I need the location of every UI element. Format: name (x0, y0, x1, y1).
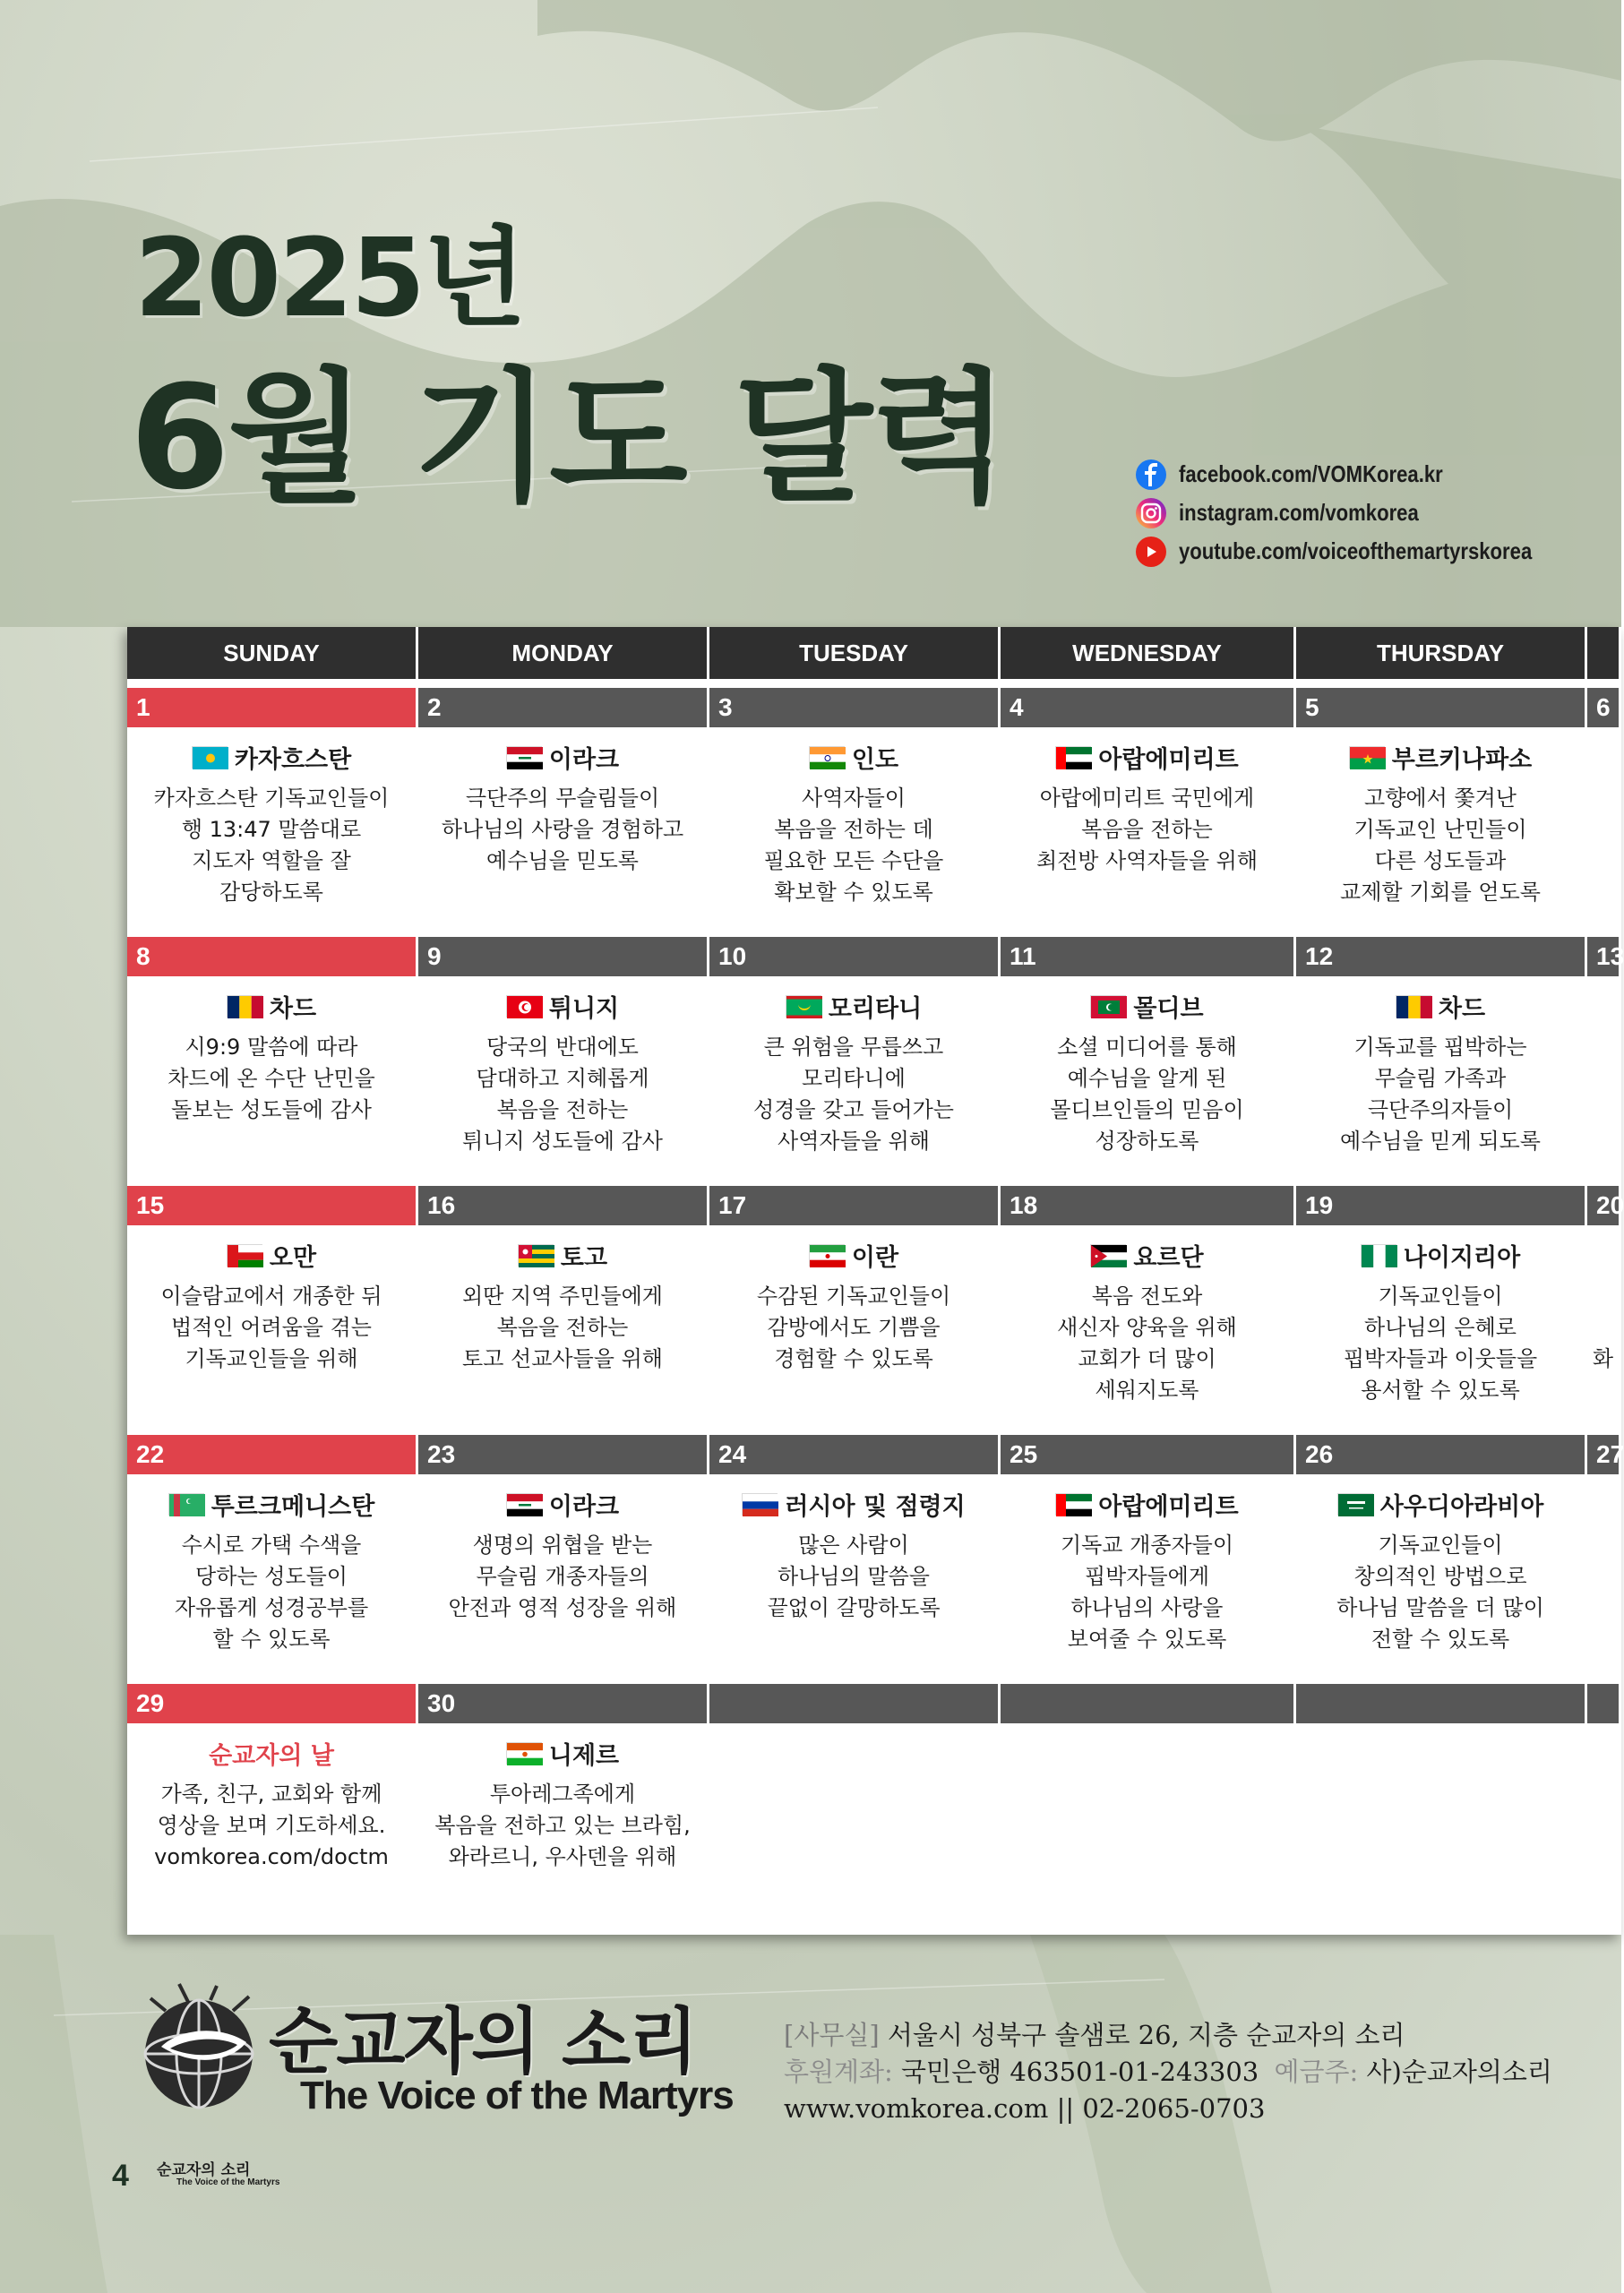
calendar-cell (709, 1177, 1001, 1426)
prayer-text: 카자흐스탄 기독교인들이 행 13:47 말씀대로 지도자 역할을 잘 감당하도록 (153, 786, 390, 905)
calendar-cell (1587, 1177, 1624, 1426)
country-name (709, 740, 998, 774)
social-text-facebook: facebook.com/VOMKorea.kr (1179, 460, 1443, 487)
country-label: 토고 (560, 1243, 608, 1272)
cell-content (418, 740, 707, 877)
cell-content (1296, 1487, 1585, 1655)
country-name (127, 1487, 416, 1521)
cell-content (1001, 1487, 1293, 1655)
calendar-header (127, 627, 1621, 679)
date-number: 18 (1001, 1186, 1293, 1225)
logo-sub-text: The Voice of the Martyrs (300, 2074, 734, 2117)
account-number: 국민은행 463501-01-243303 (901, 2057, 1259, 2087)
date-number: 29 (127, 1684, 416, 1723)
country-name (127, 740, 416, 774)
day-header-3: TUESDAY (709, 627, 1001, 679)
maldives-flag-icon (1090, 995, 1126, 1018)
footer-info (784, 2017, 1552, 2127)
country-label: 이라크 (548, 745, 620, 774)
prayer-text: 많은 사람이 하나님의 말씀을 끝없이 갈망하도록 (767, 1533, 941, 1620)
cell-content (709, 1238, 998, 1375)
globe-crown-icon (134, 1984, 269, 2118)
calendar-cell (1001, 928, 1296, 1177)
date-number: 16 (418, 1186, 707, 1225)
office-address: 서울시 성북구 솔샘로 26, 지층 순교자의 소리 (887, 2020, 1405, 2050)
date-number: 12 (1296, 937, 1585, 976)
date-number: 20 (1587, 1186, 1619, 1225)
chad-flag-icon (1396, 995, 1431, 1018)
cell-content (709, 740, 998, 908)
date-number (1587, 1684, 1619, 1723)
country-label: 몰디브 (1133, 994, 1204, 1023)
oman-flag-icon (227, 1244, 262, 1267)
prayer-text: 소셜 미디어를 통해 예수님을 알게 된 몰디브인들의 믿음이 성장하도록 (1050, 1035, 1244, 1154)
cell-content (1296, 1238, 1585, 1406)
cell-content (418, 1238, 707, 1375)
cell-content (1001, 740, 1293, 877)
calendar-week-3 (127, 1177, 1624, 1426)
calendar-cell (1587, 679, 1621, 928)
prayer-text: 기독교인들이 하나님의 은혜로 핍박자들과 이웃들을 용서할 수 있도록 (1343, 1284, 1538, 1403)
cell-content (1001, 989, 1293, 1157)
calendar-cell (1296, 1426, 1587, 1675)
date-number: 2 (418, 688, 707, 727)
title-main: 6월 기도 달력 (130, 354, 1008, 521)
social-text-youtube: youtube.com/voiceofthemartyrskorea (1179, 537, 1533, 564)
youtube-icon (1136, 537, 1166, 567)
date-number: 8 (127, 937, 416, 976)
prayer-text: 큰 위험을 무릅쓰고 모리타니에 성경을 갖고 들어가는 사역자들을 위해 (753, 1035, 954, 1154)
country-label: 사우디아라비아 (1379, 1492, 1544, 1521)
calendar-cell (418, 1426, 709, 1675)
prayer-text: 외딴 지역 주민들에게 복음을 전하는 토고 선교사들을 위해 (462, 1284, 663, 1371)
country-name (709, 1238, 998, 1272)
cell-content (127, 1238, 416, 1375)
logo-main-text: 순교자의 소리 (269, 2000, 697, 2083)
country-name (1296, 989, 1585, 1023)
calendar-cell (1296, 928, 1587, 1177)
day-header-2: MONDAY (418, 627, 709, 679)
social-link-instagram[interactable] (1136, 494, 1594, 532)
country-label: 모리타니 (828, 994, 923, 1023)
calendar-cell (418, 1177, 709, 1426)
calendar-cell (1296, 1177, 1587, 1426)
country-label: 오만 (269, 1243, 317, 1272)
india-flag-icon (809, 746, 845, 769)
date-number: 1 (127, 688, 416, 727)
uae-flag-icon (1055, 746, 1091, 769)
chad-flag-icon (227, 995, 262, 1018)
country-label: 러시아 및 점령지 (785, 1492, 966, 1521)
date-number: 27 (1587, 1435, 1619, 1474)
country-name (418, 989, 707, 1023)
calendar-cell (418, 928, 709, 1177)
date-number: 26 (1296, 1435, 1585, 1474)
prayer-text: 당국의 반대에도 담대하고 지혜롭게 복음을 전하는 튀니지 성도들에 감사 (462, 1035, 663, 1154)
country-name (1001, 1487, 1293, 1521)
calendar-cell (1296, 1675, 1587, 1924)
calendar-cell (1001, 1177, 1296, 1426)
country-label: 이란 (851, 1243, 899, 1272)
cell-content (1296, 989, 1585, 1157)
calendar-cell (1001, 1675, 1296, 1924)
calendar-cell (709, 928, 1001, 1177)
mauritania-flag-icon (786, 995, 821, 1018)
vom-logo (134, 1984, 734, 2118)
calendar-cell (127, 679, 418, 928)
calendar-cell (127, 1675, 418, 1924)
instagram-icon (1136, 498, 1166, 528)
jordan-flag-icon (1090, 1244, 1126, 1267)
date-number: 15 (127, 1186, 416, 1225)
calendar-cell (418, 1675, 709, 1924)
calendar-cell (709, 1675, 1001, 1924)
togo-flag-icon (518, 1244, 554, 1267)
mini-logo (157, 2157, 279, 2187)
calendar-cell (1587, 1675, 1621, 1924)
calendar-cell (1001, 1426, 1296, 1675)
mini-logo-text: 순교자의 소리 (157, 2161, 251, 2179)
date-number: 6 (1587, 688, 1619, 727)
country-name (709, 989, 998, 1023)
country-name (418, 1487, 707, 1521)
calendar-week-2 (127, 928, 1624, 1177)
niger-flag-icon (506, 1742, 542, 1765)
calendar-week-5 (127, 1675, 1621, 1924)
prayer-text: 생명의 위협을 받는 무슬림 개종자들의 안전과 영적 성장을 위해 (448, 1533, 677, 1620)
date-number: 13 (1587, 937, 1619, 976)
social-text-instagram: instagram.com/vomkorea (1179, 499, 1419, 526)
date-number: 22 (127, 1435, 416, 1474)
prayer-text: 투아레그족에게 복음을 전하고 있는 브라힘, 와라르니, 우사덴을 위해 (434, 1782, 691, 1869)
date-number: 19 (1296, 1186, 1585, 1225)
country-name (1296, 1487, 1585, 1521)
date-number: 10 (709, 937, 998, 976)
account-label: 후원계좌: (784, 2057, 893, 2087)
cell-content (418, 1487, 707, 1624)
prayer-text: 시9:9 말씀에 따라 차드에 온 수단 난민을 돌보는 성도들에 감사 (168, 1035, 375, 1122)
country-name (418, 1238, 707, 1272)
iraq-flag-icon (506, 1493, 542, 1516)
holder-name: 사)순교자의소리 (1366, 2057, 1552, 2087)
country-label: 차드 (1438, 994, 1486, 1023)
date-number: 23 (418, 1435, 707, 1474)
saudi-flag-icon (1337, 1493, 1373, 1516)
country-label: 부르키나파소 (1391, 745, 1533, 774)
country-label: 순교자의 날 (209, 1741, 334, 1770)
cell-content (1296, 740, 1585, 908)
calendar-cell (418, 679, 709, 928)
day-header-6 (1587, 627, 1621, 679)
cell-content (127, 740, 416, 908)
country-label: 카자흐스탄 (234, 745, 352, 774)
date-number: 5 (1296, 688, 1585, 727)
calendar-cell (1001, 679, 1296, 928)
prayer-text: 고향에서 쫓겨난 기독교인 난민들이 다른 성도들과 교제할 기회를 얻도록 (1340, 786, 1541, 905)
date-number: 30 (418, 1684, 707, 1723)
iran-flag-icon (809, 1244, 845, 1267)
prayer-text: 기독교 개종자들이 핍박자들에게 하나님의 사랑을 보여줄 수 있도록 (1060, 1533, 1234, 1652)
nigeria-flag-icon (1361, 1244, 1396, 1267)
prayer-calendar (127, 627, 1624, 1935)
country-name (127, 1238, 416, 1272)
calendar-cell (1587, 1426, 1624, 1675)
prayer-text: 기독교인들이 창의적인 방법으로 하나님 말씀을 더 많이 전할 수 있도록 (1336, 1533, 1544, 1652)
office-line (784, 2017, 1552, 2054)
uae-flag-icon (1055, 1493, 1091, 1516)
calendar-cell (127, 928, 418, 1177)
russia-flag-icon (742, 1493, 778, 1516)
page-number: 4 (112, 2159, 129, 2193)
cell-content (709, 989, 998, 1157)
cell-content (127, 1736, 416, 1873)
calendar-cell (127, 1426, 418, 1675)
country-name (1296, 740, 1585, 774)
country-name (127, 989, 416, 1023)
prayer-text: 화 (1592, 1346, 1614, 1371)
social-link-youtube[interactable] (1136, 532, 1594, 571)
country-name (418, 1736, 707, 1770)
iraq-flag-icon (506, 746, 542, 769)
day-header-1: SUNDAY (127, 627, 418, 679)
date-number (1001, 1684, 1293, 1723)
country-label: 나이지리아 (1403, 1243, 1521, 1272)
country-label: 이라크 (548, 1492, 620, 1521)
country-name (1001, 1238, 1293, 1272)
kazakhstan-flag-icon (192, 746, 228, 769)
calendar-cell (709, 1426, 1001, 1675)
country-name (1001, 740, 1293, 774)
holder-label: 예금주: (1274, 2057, 1359, 2087)
country-label: 튀니지 (548, 994, 620, 1023)
country-label: 인도 (851, 745, 899, 774)
social-links (1136, 455, 1594, 571)
day-header-5: THURSDAY (1296, 627, 1587, 679)
cell-content (127, 1487, 416, 1655)
turkmenistan-flag-icon (168, 1493, 204, 1516)
date-number: 11 (1001, 937, 1293, 976)
prayer-text: 수시로 가택 수색을 당하는 성도들이 자유롭게 성경공부를 할 수 있도록 (174, 1533, 369, 1652)
country-name (418, 740, 707, 774)
burkina-flag-icon (1349, 746, 1385, 769)
country-label: 투르크메니스탄 (211, 1492, 375, 1521)
tunisia-flag-icon (506, 995, 542, 1018)
calendar-cell (1587, 928, 1624, 1177)
day-header-4: WEDNESDAY (1001, 627, 1296, 679)
date-number (709, 1684, 998, 1723)
calendar-cell (1296, 679, 1587, 928)
prayer-text: 기독교를 핍박하는 무슬림 가족과 극단주의자들이 예수님을 믿게 되도록 (1340, 1035, 1541, 1154)
date-number: 25 (1001, 1435, 1293, 1474)
prayer-text: 복음 전도와 새신자 양육을 위해 교회가 더 많이 세워지도록 (1057, 1284, 1237, 1403)
country-name (127, 1736, 416, 1770)
title-year: 2025년 (134, 217, 524, 341)
cell-content (418, 989, 707, 1157)
prayer-text: 극단주의 무슬림들이 하나님의 사랑을 경험하고 예수님을 믿도록 (441, 786, 684, 873)
cell-content (1587, 1238, 1619, 1375)
country-label: 아랍에미리트 (1098, 745, 1239, 774)
date-number: 17 (709, 1186, 998, 1225)
social-link-facebook[interactable] (1136, 455, 1594, 494)
country-label: 아랍에미리트 (1098, 1492, 1239, 1521)
calendar-cell (709, 679, 1001, 928)
prayer-text: 이슬람교에서 개종한 뒤 법적인 어려움을 겪는 기독교인들을 위해 (160, 1284, 382, 1371)
country-name (1296, 1238, 1585, 1272)
country-label: 차드 (269, 994, 317, 1023)
date-number (1296, 1684, 1585, 1723)
office-label: [사무실] (784, 2020, 880, 2050)
date-number: 9 (418, 937, 707, 976)
calendar-week-1 (127, 679, 1621, 928)
country-label: 니제르 (548, 1741, 620, 1770)
prayer-text: 사역자들이 복음을 전하는 데 필요한 모든 수단을 확보할 수 있도록 (763, 786, 944, 905)
prayer-text: 수감된 기독교인들이 감방에서도 기쁨을 경험할 수 있도록 (756, 1284, 951, 1371)
cell-content (709, 1487, 998, 1624)
facebook-icon (1136, 459, 1166, 490)
country-label: 요르단 (1133, 1243, 1204, 1272)
country-name (709, 1487, 998, 1521)
cell-content (1001, 1238, 1293, 1406)
country-name (1001, 989, 1293, 1023)
web-phone-line[interactable]: www.vomkorea.com || 02-2065-0703 (784, 2093, 1266, 2124)
calendar-week-4 (127, 1426, 1624, 1675)
mini-logo-sub: The Voice of the Martyrs (176, 2177, 280, 2187)
cell-content (127, 989, 416, 1126)
date-number: 4 (1001, 688, 1293, 727)
date-number: 24 (709, 1435, 998, 1474)
prayer-text: 아랍에미리트 국민에게 복음을 전하는 최전방 사역자들을 위해 (1035, 786, 1259, 873)
calendar-cell (127, 1177, 418, 1426)
prayer-text: 가족, 친구, 교회와 함께 영상을 보며 기도하세요. vomkorea.com/doctm (154, 1782, 389, 1869)
cell-content (418, 1736, 707, 1873)
date-number: 3 (709, 688, 998, 727)
account-line (784, 2054, 1552, 2091)
